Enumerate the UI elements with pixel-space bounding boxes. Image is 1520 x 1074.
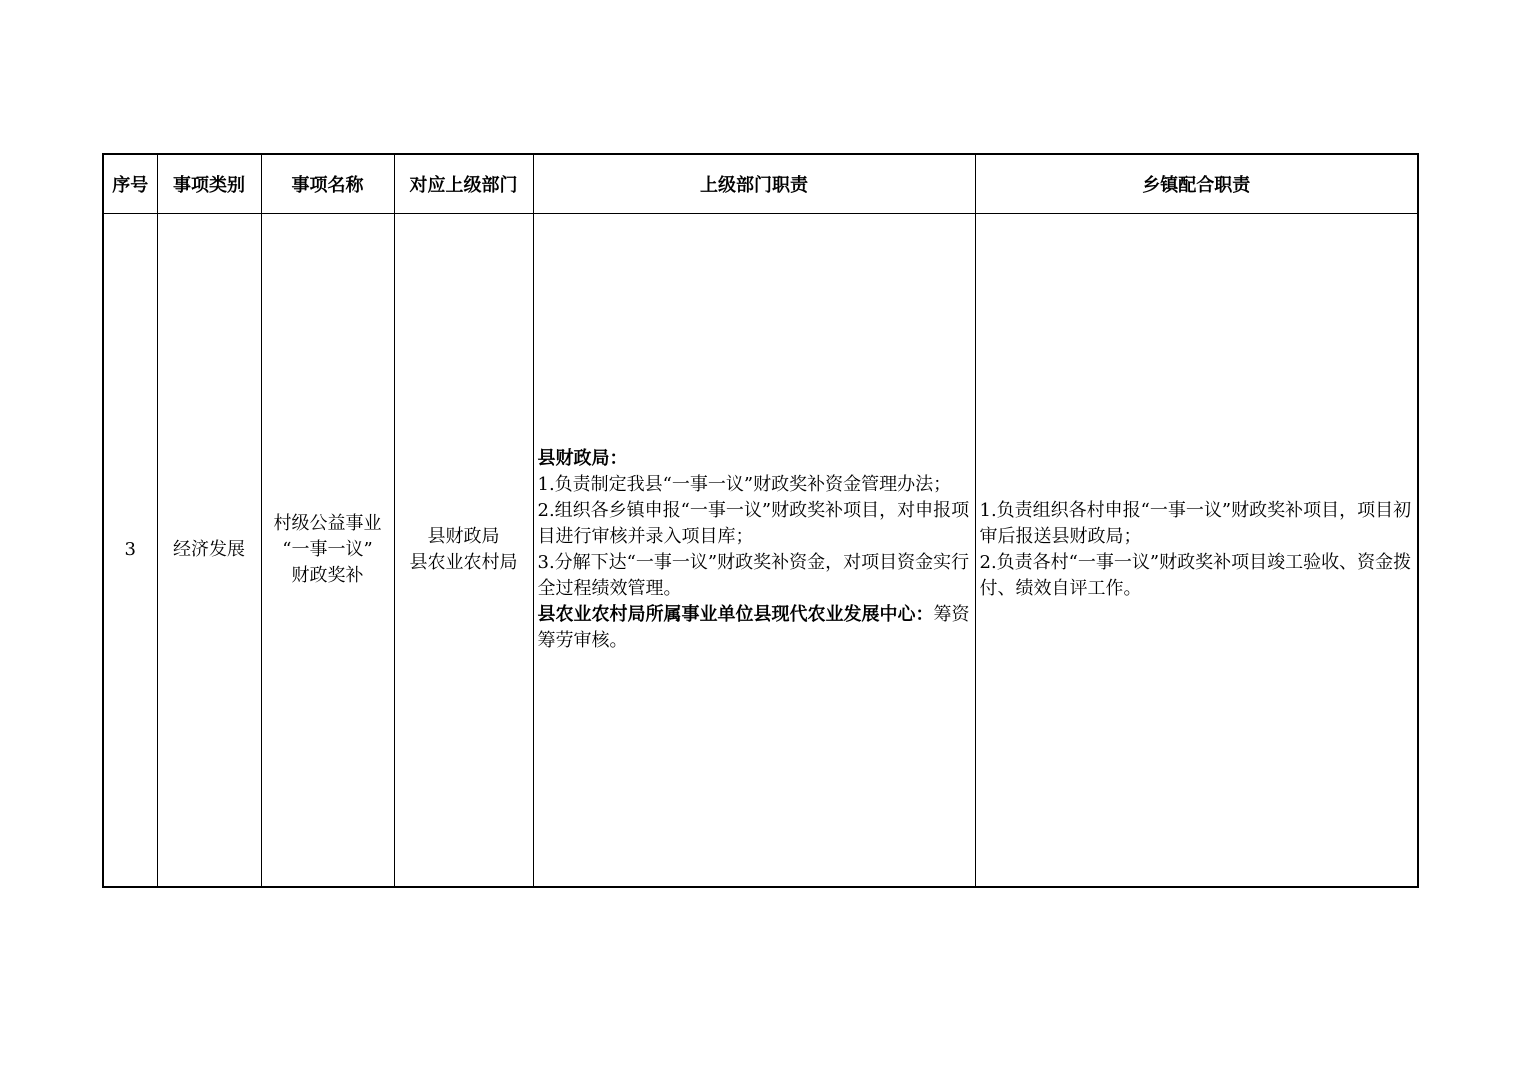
cell-upper-duty — [533, 214, 975, 888]
duty-item: 3.分解下达“一事一议”财政奖补资金，对项目资金实行全过程绩效管理。 — [537, 552, 970, 599]
duty-item: 2.组织各乡镇申报“一事一议”财政奖补项目，对申报项目进行审核并录入项目库； — [537, 500, 970, 547]
header-seq: 序号 — [103, 154, 157, 214]
cell-name — [261, 214, 394, 888]
cell-category: 经济发展 — [157, 214, 261, 888]
name-line: 村级公益事业 — [273, 513, 382, 534]
town-duty-item: 2.负责各村“一事一议”财政奖补项目竣工验收、资金拨付、绩效自评工作。 — [979, 552, 1412, 599]
header-upper-duty: 上级部门职责 — [533, 154, 975, 214]
name-line: “一事一议” — [282, 539, 373, 560]
dept2-text: 筹资筹劳审核。 — [537, 604, 970, 651]
cell-town-duty — [975, 214, 1418, 888]
header-town-duty: 乡镇配合职责 — [975, 154, 1418, 214]
duty-item: 1.负责制定我县“一事一议”财政奖补资金管理办法； — [537, 474, 952, 495]
dept2-title: 县农业农村局所属事业单位县现代农业发展中心： — [537, 604, 934, 625]
dept-line: 县农业农村局 — [409, 552, 518, 573]
header-name: 事项名称 — [261, 154, 394, 214]
header-category: 事项类别 — [157, 154, 261, 214]
dept1-title: 县财政局： — [537, 448, 628, 469]
header-row — [103, 154, 1418, 214]
table-row — [103, 214, 1418, 888]
header-dept: 对应上级部门 — [394, 154, 533, 214]
cell-dept — [394, 214, 533, 888]
town-duty-item: 1.负责组织各村申报“一事一议”财政奖补项目，项目初审后报送县财政局； — [979, 500, 1412, 547]
dept-line: 县财政局 — [427, 526, 500, 547]
duty-table — [102, 153, 1419, 888]
cell-seq: 3 — [103, 214, 157, 888]
name-line: 财政奖补 — [291, 565, 364, 586]
